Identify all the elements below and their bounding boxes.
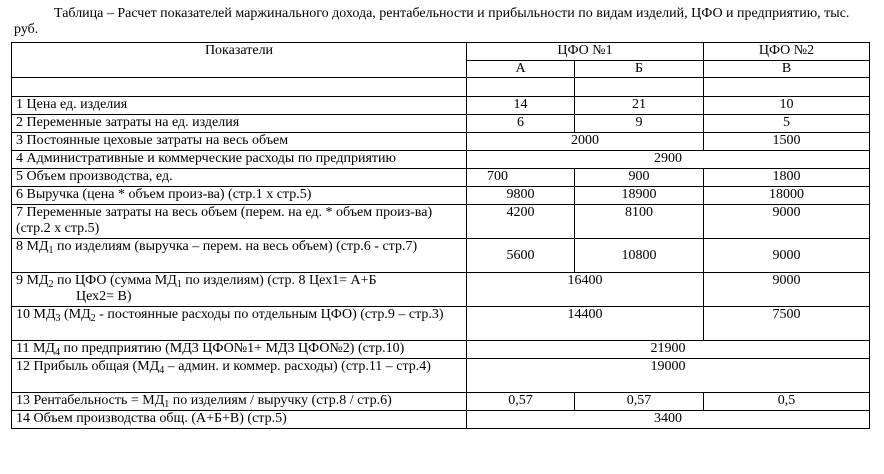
row-label: 4 Административные и коммерческие расходы по предприятию — [12, 151, 467, 169]
cell-all: 3400 — [467, 411, 870, 429]
cell-all: 19000 — [467, 359, 870, 393]
table-row — [12, 115, 870, 133]
cell-b: 10800 — [575, 239, 704, 273]
cell-v: 5 — [704, 115, 870, 133]
table-row — [12, 239, 870, 273]
cell-v: 9000 — [704, 273, 870, 307]
row-label: 12 Прибыль общая ($МД_4$ – админ. и коммер. расходы) (стр.11 – стр.4) — [12, 359, 467, 393]
cell-ab: 2000 — [467, 133, 704, 151]
table-row — [12, 393, 870, 411]
row-label: 6 Выручка (цена * объем произ-ва) (стр.1 х стр.5) — [12, 187, 467, 205]
header-col-b: Б — [575, 61, 704, 78]
cell-v: 0,5 — [704, 393, 870, 411]
cell-a: 4200 — [467, 205, 575, 239]
row-label: 3 Постоянные цеховые затраты на весь объем — [12, 133, 467, 151]
row-label: 2 Переменные затраты на ед. изделия — [12, 115, 467, 133]
indicators-table — [11, 42, 870, 429]
cell-v: 1800 — [704, 169, 870, 187]
row-label: 9 $МД_2$ по ЦФО (сумма $МД_1$ по изделиям) (стр. 8 Цех1= А+Б Цех2= В) — [12, 273, 467, 307]
row-label: 8 $МД_1$ по изделиям (выручка – перем. на весь объем) (стр.6 - стр.7) — [12, 239, 467, 273]
table-row — [12, 341, 870, 359]
table-row — [12, 273, 870, 307]
cell-all: 21900 — [467, 341, 870, 359]
table-row — [12, 205, 870, 239]
cell-b: 900 — [575, 169, 704, 187]
table-row — [12, 359, 870, 393]
cell-v: 1500 — [704, 133, 870, 151]
cell-b: 0,57 — [575, 393, 704, 411]
header-cfo1: ЦФО №1 — [467, 43, 704, 61]
cell-v: 9000 — [704, 205, 870, 239]
table-row — [12, 411, 870, 429]
table-caption: Таблица – Расчет показателей маржинального дохода, рентабельности и прибыльности по видам изделий, ЦФО и предприятию, тыс. руб. — [14, 6, 850, 37]
cell-all: 2900 — [467, 151, 870, 169]
cell-a: 5600 — [467, 239, 575, 273]
table-row — [12, 307, 870, 341]
table-row — [12, 169, 870, 187]
cell-v: 18000 — [704, 187, 870, 205]
cell-b: 8100 — [575, 205, 704, 239]
cell-v: 9000 — [704, 239, 870, 273]
cell-ab: 16400 — [467, 273, 704, 307]
table-row — [12, 97, 870, 115]
empty-cell — [704, 78, 870, 97]
header-indicators: Показатели — [12, 43, 467, 78]
table-row — [12, 187, 870, 205]
row-label: 7 Переменные затраты на весь объем (перем. на ед. * объем произ-ва) (стр.2 х стр.5) — [12, 205, 467, 239]
cell-b: 18900 — [575, 187, 704, 205]
row-label: 13 Рентабельность = $МД_1$ по изделиям / выручку (стр.8 / стр.6) — [12, 393, 467, 411]
cell-a: 0,57 — [467, 393, 575, 411]
cell-a: 14 — [467, 97, 575, 115]
table-row — [12, 151, 870, 169]
empty-cell — [12, 78, 467, 97]
empty-cell — [575, 78, 704, 97]
table-row — [12, 133, 870, 151]
cell-a: 6 — [467, 115, 575, 133]
row-label: 10 $МД_3$ ($МД_2$ - постоянные расходы по отдельным ЦФО) (стр.9 – стр.3) — [12, 307, 467, 341]
header-cfo2: ЦФО №2 — [704, 43, 870, 61]
row-label: 14 Объем производства общ. (А+Б+В) (стр.5) — [12, 411, 467, 429]
cell-ab: 14400 — [467, 307, 704, 341]
row-label: 5 Объем производства, ед. — [12, 169, 467, 187]
cell-a: 9800 — [467, 187, 575, 205]
header-col-v: В — [704, 61, 870, 78]
header-col-a: А — [467, 61, 575, 78]
cell-v: 10 — [704, 97, 870, 115]
cell-a: 700 — [467, 169, 575, 187]
cell-b: 9 — [575, 115, 704, 133]
empty-cell — [467, 78, 575, 97]
row-label: 11 $МД_4$ по предприятию (МД3 ЦФО№1+ МД3 ЦФО№2) (стр.10) — [12, 341, 467, 359]
row-label: 1 Цена ед. изделия — [12, 97, 467, 115]
cell-v: 7500 — [704, 307, 870, 341]
cell-b: 21 — [575, 97, 704, 115]
